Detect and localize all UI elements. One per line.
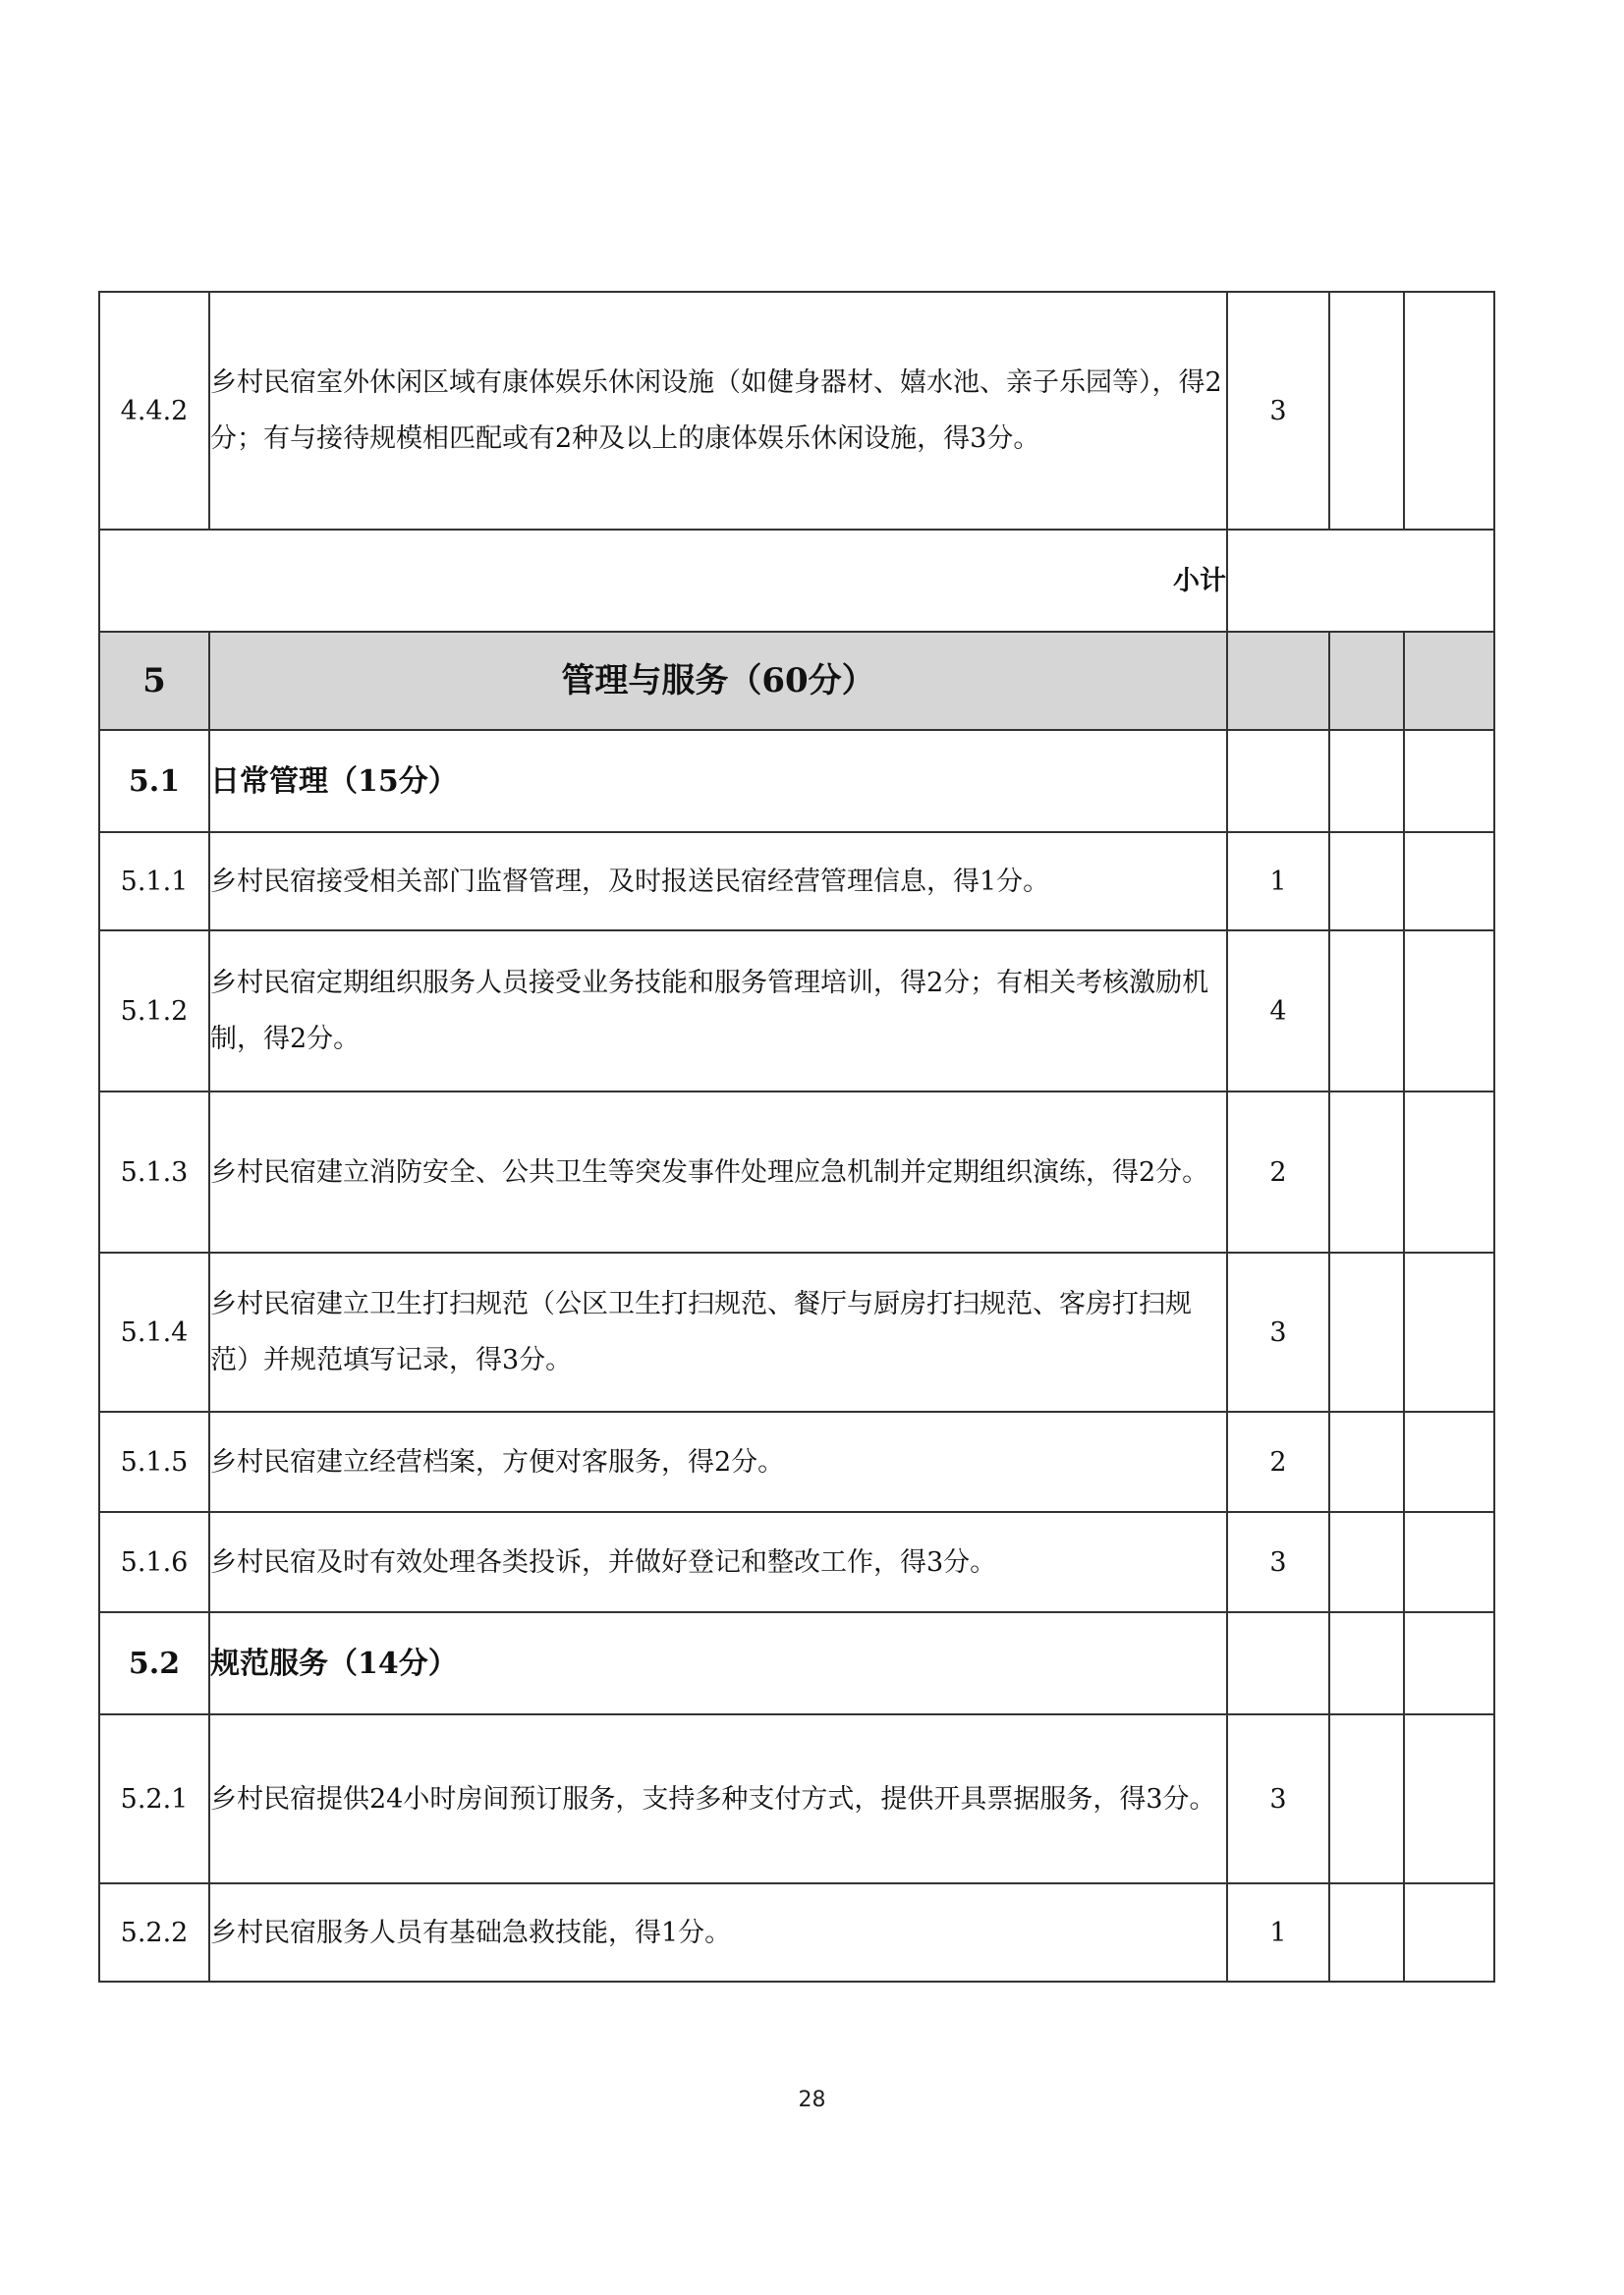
table-row xyxy=(99,1883,1494,1982)
empty-cell xyxy=(1404,292,1494,530)
table-row xyxy=(99,1512,1494,1612)
empty-cell xyxy=(1404,1714,1494,1883)
table-row xyxy=(99,292,1494,530)
item-number: 5.2.2 xyxy=(99,1883,209,1982)
subsection-number: 5.1 xyxy=(99,730,209,832)
item-number: 5.1.2 xyxy=(99,930,209,1092)
subtotal-label: 小计 xyxy=(99,530,1227,632)
subsection-row xyxy=(99,1612,1494,1714)
table-row xyxy=(99,930,1494,1092)
item-number: 5.1.1 xyxy=(99,832,209,930)
empty-cell xyxy=(1329,292,1404,530)
empty-cell xyxy=(1227,632,1329,730)
item-number: 5.1.6 xyxy=(99,1512,209,1612)
empty-cell xyxy=(1329,1512,1404,1612)
item-text: 乡村民宿提供24小时房间预订服务，支持多种支付方式，提供开具票据服务，得3分。 xyxy=(209,1714,1227,1883)
empty-cell xyxy=(1404,1253,1494,1412)
item-number: 5.2.1 xyxy=(99,1714,209,1883)
item-score: 2 xyxy=(1227,1412,1329,1512)
item-score: 2 xyxy=(1227,1092,1329,1253)
empty-cell xyxy=(1329,1883,1404,1982)
empty-cell xyxy=(1404,632,1494,730)
empty-cell xyxy=(1329,1714,1404,1883)
item-number: 4.4.2 xyxy=(99,292,209,530)
item-score: 3 xyxy=(1227,1714,1329,1883)
subsection-title: 日常管理（15分） xyxy=(209,730,1227,832)
empty-cell xyxy=(1329,1253,1404,1412)
empty-cell xyxy=(1329,930,1404,1092)
empty-cell xyxy=(1329,832,1404,930)
section-title: 管理与服务（60分） xyxy=(209,632,1227,730)
table-row xyxy=(99,1714,1494,1883)
item-number: 5.1.5 xyxy=(99,1412,209,1512)
table-row xyxy=(99,1412,1494,1512)
empty-cell xyxy=(1404,930,1494,1092)
item-score: 3 xyxy=(1227,292,1329,530)
item-text: 乡村民宿服务人员有基础急救技能，得1分。 xyxy=(209,1883,1227,1982)
subsection-title: 规范服务（14分） xyxy=(209,1612,1227,1714)
item-text: 乡村民宿室外休闲区域有康体娱乐休闲设施（如健身器材、嬉水池、亲子乐园等），得2分；有与接待规模相匹配或有2种及以上的康体娱乐休闲设施，得3分。 xyxy=(209,292,1227,530)
empty-cell xyxy=(1404,730,1494,832)
item-score: 4 xyxy=(1227,930,1329,1092)
section-number: 5 xyxy=(99,632,209,730)
item-score: 3 xyxy=(1227,1512,1329,1612)
page-number: 28 xyxy=(798,2088,826,2112)
empty-cell xyxy=(1404,1412,1494,1512)
item-score: 3 xyxy=(1227,1253,1329,1412)
empty-cell xyxy=(1404,1092,1494,1253)
subsection-number: 5.2 xyxy=(99,1612,209,1714)
empty-cell xyxy=(1404,1883,1494,1982)
empty-cell xyxy=(1227,1612,1329,1714)
empty-cell xyxy=(1404,832,1494,930)
scoring-table xyxy=(98,291,1495,1983)
empty-cell xyxy=(1404,1512,1494,1612)
table-row xyxy=(99,1253,1494,1412)
subtotal-value xyxy=(1227,530,1494,632)
item-text: 乡村民宿建立经营档案，方便对客服务，得2分。 xyxy=(209,1412,1227,1512)
item-text: 乡村民宿及时有效处理各类投诉，并做好登记和整改工作，得3分。 xyxy=(209,1512,1227,1612)
table-row xyxy=(99,832,1494,930)
item-text: 乡村民宿定期组织服务人员接受业务技能和服务管理培训，得2分；有相关考核激励机制，得2分。 xyxy=(209,930,1227,1092)
item-score: 1 xyxy=(1227,832,1329,930)
item-number: 5.1.3 xyxy=(99,1092,209,1253)
empty-cell xyxy=(1329,1612,1404,1714)
table-row xyxy=(99,1092,1494,1253)
item-score: 1 xyxy=(1227,1883,1329,1982)
empty-cell xyxy=(1329,632,1404,730)
empty-cell xyxy=(1329,1412,1404,1512)
section-row xyxy=(99,632,1494,730)
item-text: 乡村民宿接受相关部门监督管理，及时报送民宿经营管理信息，得1分。 xyxy=(209,832,1227,930)
item-number: 5.1.4 xyxy=(99,1253,209,1412)
empty-cell xyxy=(1329,1092,1404,1253)
subtotal-row xyxy=(99,530,1494,632)
item-text: 乡村民宿建立卫生打扫规范（公区卫生打扫规范、餐厅与厨房打扫规范、客房打扫规范）并规范填写记录，得3分。 xyxy=(209,1253,1227,1412)
item-text: 乡村民宿建立消防安全、公共卫生等突发事件处理应急机制并定期组织演练，得2分。 xyxy=(209,1092,1227,1253)
subsection-row xyxy=(99,730,1494,832)
empty-cell xyxy=(1227,730,1329,832)
empty-cell xyxy=(1329,730,1404,832)
empty-cell xyxy=(1404,1612,1494,1714)
